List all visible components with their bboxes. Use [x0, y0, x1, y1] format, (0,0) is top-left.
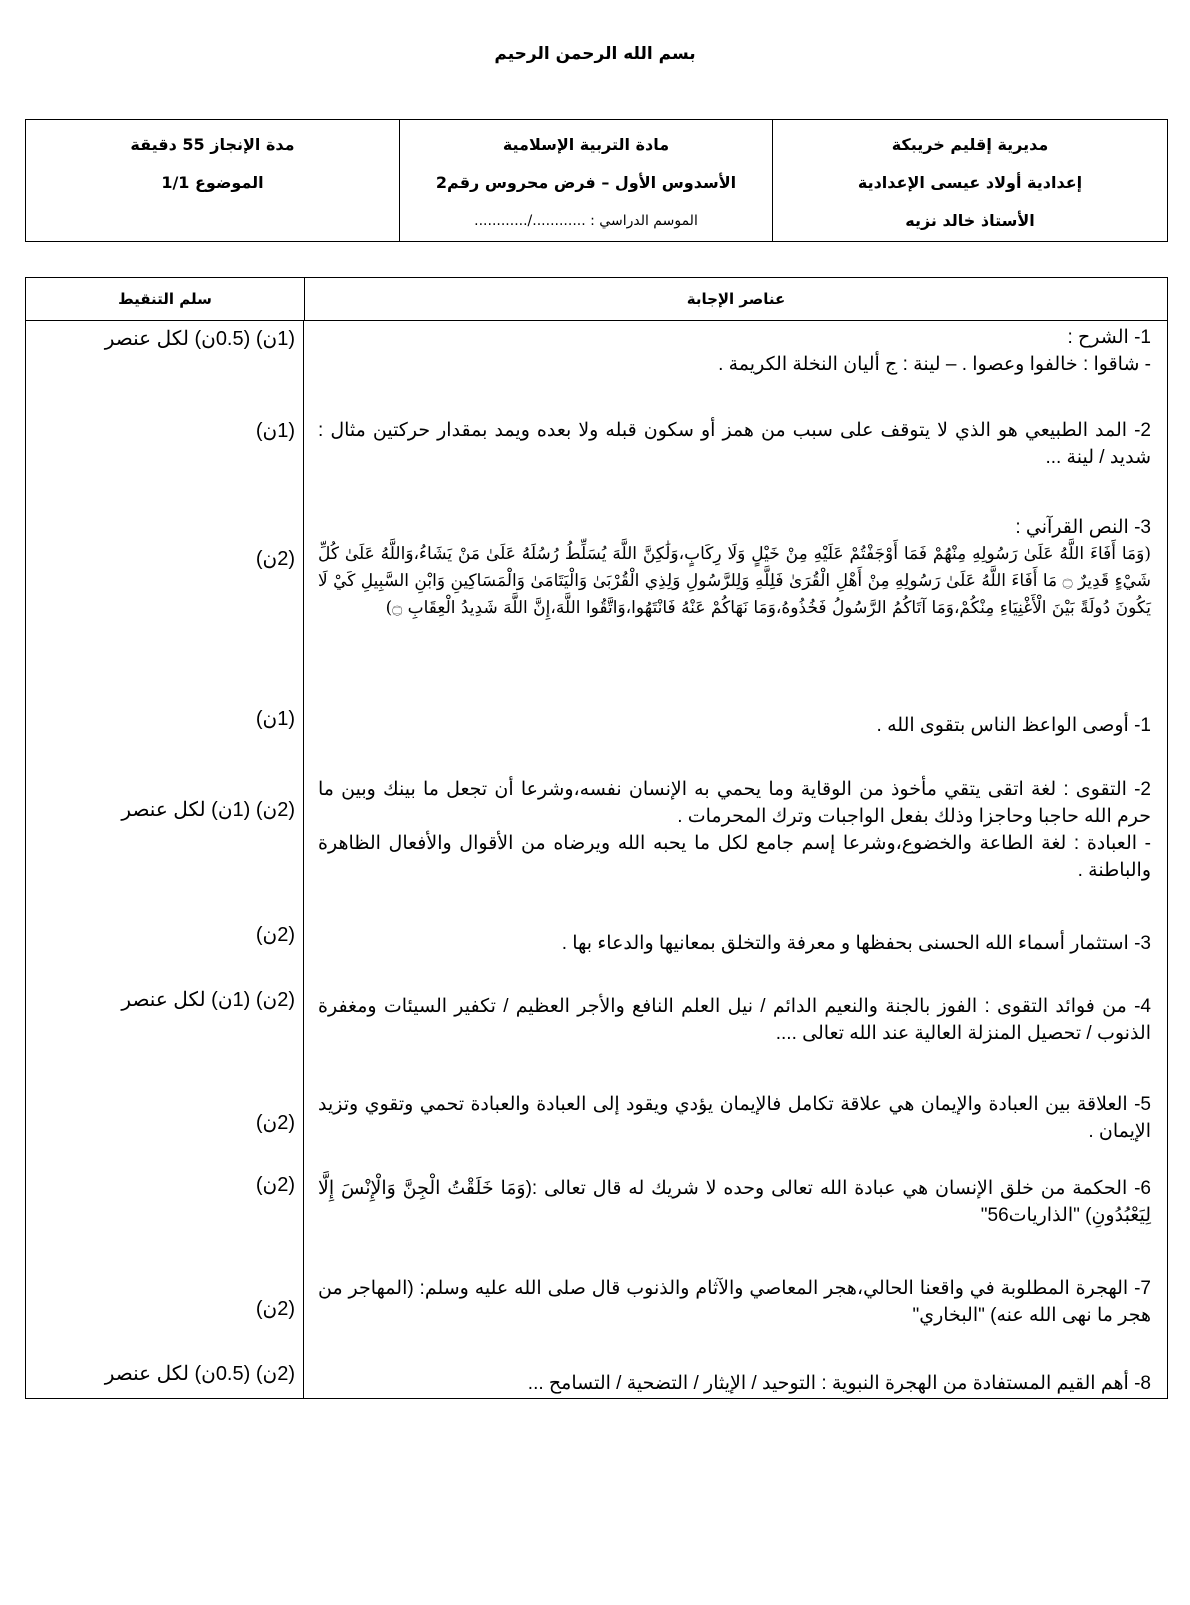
answer-item	[318, 417, 1151, 471]
header-duration: مدة الإنجاز 55 دقيقة	[130, 135, 295, 154]
score-item: (1ن)	[255, 708, 295, 730]
answer-item	[318, 776, 1151, 884]
answer-line: 4- من فوائد التقوى : الفوز بالجنة والنعيم الدائم / نيل العلم النافع والأجر العظيم / تكفير السيئات ومغفرة الذنوب / تحصيل المنزلة العالية عند الله تعالى ....	[318, 996, 1151, 1044]
answer-item	[318, 324, 1151, 378]
score-item: (2ن)	[255, 1174, 295, 1196]
answer-item	[318, 1175, 1151, 1229]
answer-line: 1- الشرح :	[1067, 327, 1151, 348]
header-directorate: مديرية إقليم خريبكة	[891, 135, 1049, 154]
header-school-cell	[772, 120, 1167, 241]
quran-text: (وَمَا أَفَاءَ اللَّهُ عَلَىٰ رَسُولِهِ مِنْهُمْ فَمَا أَوْجَفْتُمْ عَلَيْهِ مِنْ خَيْلٍ وَلَا رِكَابٍ،وَلَٰكِنَّ اللَّهَ يُسَلِّطُ رُسُلَهُ عَلَىٰ مَنْ يَشَاءُ،وَاللَّهُ عَلَىٰ كُلِّ شَيْءٍ قَدِيرٌ ۝ مَا أَفَاءَ اللَّهُ عَلَىٰ رَسُولِهِ مِنْ أَهْلِ الْقُرَىٰ فَلِلَّهِ وَلِلرَّسُولِ وَلِذِي الْقُرْبَىٰ وَالْيَتَامَىٰ وَالْمَسَاكِينِ وَابْنِ السَّبِيلِ كَيْ لَا يَكُونَ دُولَةً بَيْنَ الْأَغْنِيَاءِ مِنْكُمْ،وَمَا آتَاكُمُ الرَّسُولُ فَخُذُوهُ،وَمَا نَهَاكُمْ عَنْهُ فَانْتَهُوا،وَاتَّقُوا اللَّهَ،إِنَّ اللَّهَ شَدِيدُ الْعِقَابِ ۝)	[318, 544, 1151, 618]
answer-line: 5- العلاقة بين العبادة والإيمان هي علاقة تكامل فالإيمان يؤدي ويقود إلى العبادة والعبادة تحمي وتقوي وتزيد الإيمان .	[318, 1094, 1151, 1142]
answer-line: - العبادة : لغة الطاعة والخضوع،وشرعا إسم جامع لكل ما يحبه الله ويرضاه من الأقوال والأفعال الظاهرة والباطنة .	[318, 833, 1151, 881]
answer-item	[318, 993, 1151, 1047]
answer-line: 6- الحكمة من خلق الإنسان هي عبادة الله تعالى وحده لا شريك له قال تعالى :(وَمَا خَلَقْتُ الْجِنَّ وَالْإِنْسَ إِلَّا لِيَعْبُدُونِ) "الذاريات56"	[318, 1178, 1151, 1226]
answer-line: 8- أهم القيم المستفادة من الهجرة النبوية : التوحيد / الإيثار / التضحية / التسامح ...	[527, 1373, 1151, 1394]
score-item: (1ن)	[255, 420, 295, 442]
exam-header-table	[25, 119, 1168, 242]
header-teacher: الأستاذ خالد نزيه	[905, 211, 1035, 230]
answer-item	[318, 930, 1151, 957]
answer-line: 2- التقوى : لغة اتقى يتقي مأخوذ من الوقاية وما يحمي به الإنسان نفسه،وشرعا أن تجعل ما بينك وبين ما حرم الله حاجبا وحاجزا وذلك بفعل الواجبات وترك المحرمات .	[318, 779, 1151, 827]
score-item: (2ن)	[255, 924, 295, 946]
answer-line: 2- المد الطبيعي هو الذي لا يتوقف على سبب من همز أو سكون قبله ولا بعده ويمد بمقدار حركتين مثال : شديد / لينة ...	[318, 420, 1151, 468]
answers-table-header	[26, 278, 1167, 321]
column-divider	[303, 320, 304, 1398]
answer-item	[318, 1091, 1151, 1145]
answer-line: 3- استثمار أسماء الله الحسنى بحفظها و معرفة والتخلق بمعانيها والدعاء بها .	[561, 933, 1151, 954]
answer-line: 1- أوصى الواعظ الناس بتقوى الله .	[876, 715, 1151, 736]
score-item: (2ن)	[255, 1112, 295, 1134]
answer-line: 7- الهجرة المطلوبة في واقعنا الحالي،هجر المعاصي والآثام والذنوب قال صلى الله عليه وسلم: (المهاجر من هجر ما نهى الله عنه) "البخاري"	[318, 1278, 1151, 1326]
score-item: (2ن)	[255, 1298, 295, 1320]
header-subject-cell	[399, 120, 772, 241]
basmala: بسم الله الرحمن الرحيم	[494, 44, 696, 64]
header-season: الموسم الدراسي : ............/............	[474, 213, 698, 229]
column-answers: عناصر الإجابة	[304, 278, 1167, 320]
score-item: (2ن) (1ن) لكل عنصر	[121, 799, 295, 821]
answer-item	[318, 514, 1151, 622]
header-semester: الأسدوس الأول – فرض محروس رقم2	[435, 173, 737, 192]
answers-table-body	[26, 320, 1167, 1398]
answer-line: - شاقوا : خالفوا وعصوا . – لينة : ج أليان النخلة الكريمة .	[718, 354, 1151, 375]
header-duration-cell	[26, 120, 399, 241]
header-subject: مادة التربية الإسلامية	[502, 135, 670, 154]
answer-line: 3- النص القرآني :	[1015, 517, 1151, 538]
header-topic: الموضوع 1/1	[161, 173, 264, 192]
answer-item	[318, 712, 1151, 739]
header-school: إعدادية أولاد عيسى الإعدادية	[857, 173, 1083, 192]
answer-item	[318, 1370, 1151, 1397]
score-item: (1ن) (0.5ن) لكل عنصر	[104, 328, 295, 350]
score-item: (2ن) (1ن) لكل عنصر	[121, 989, 295, 1011]
column-scores: سلم التنقيط	[118, 290, 212, 308]
answers-table	[25, 277, 1168, 1399]
answer-item	[318, 1275, 1151, 1329]
score-item: (2ن) (0.5ن) لكل عنصر	[104, 1363, 295, 1385]
score-item: (2ن)	[255, 548, 295, 570]
